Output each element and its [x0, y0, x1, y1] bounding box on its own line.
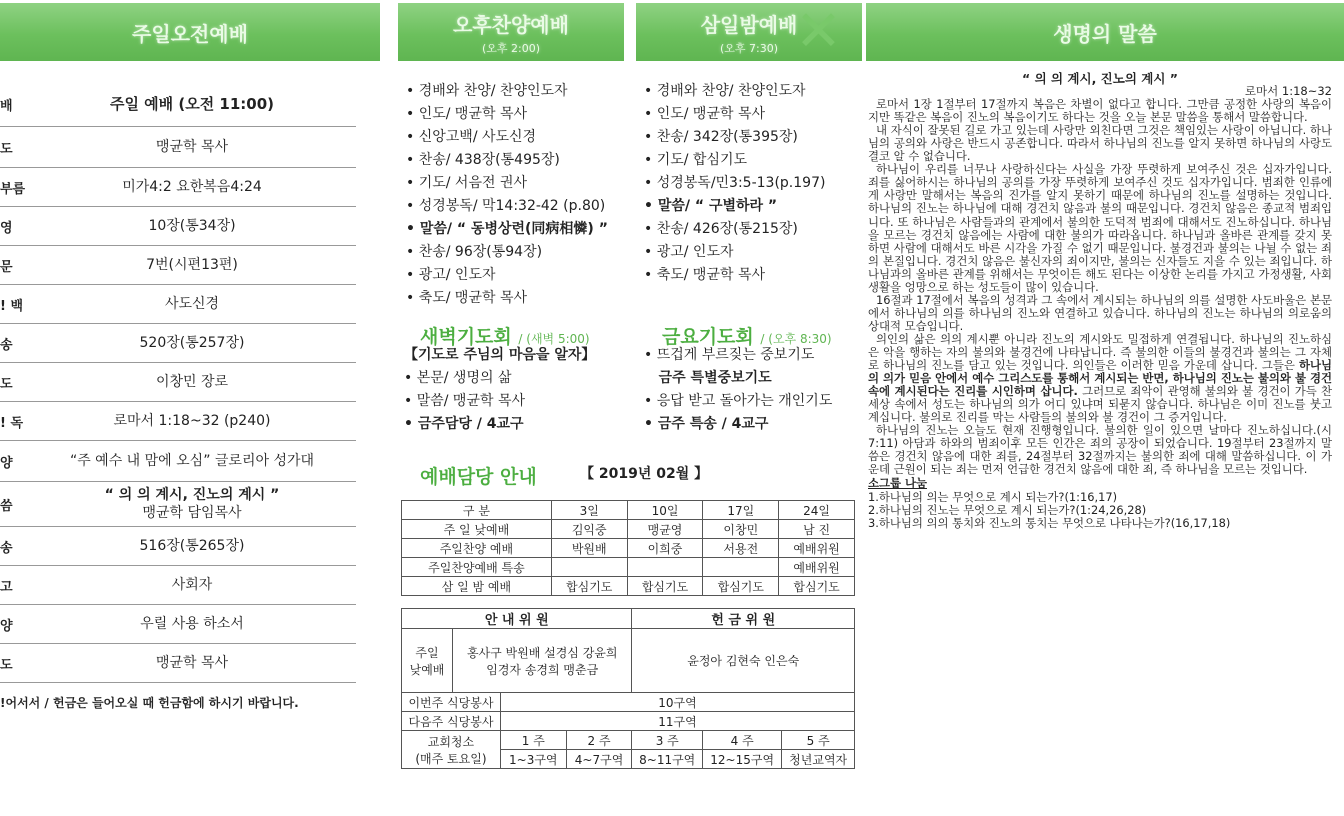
worship-order	[0, 82, 356, 683]
list-item: • 축도/ 맹균학 목사	[644, 267, 766, 283]
order-row: 송 520장(통257장)	[0, 324, 356, 363]
order-row: ! 독 로마서 1:18~32 (p240)	[0, 402, 356, 441]
header-title: 오후찬양예배	[453, 12, 569, 37]
order-row: 송 516장(통265장)	[0, 527, 356, 566]
header-title: 주일오전예배	[132, 21, 248, 46]
header-sunday-morning	[0, 3, 380, 61]
table-row: 삼 일 밤 예배 합심기도 합심기도 합심기도 합심기도	[402, 577, 855, 596]
list-item: • 말씀/ “ 구별하라 ”	[644, 198, 778, 214]
paragraph: 16절과 17절에서 복음의 성격과 그 속에서 계시되는 하나님의 의를 설명한 사도바울은 본문에서 하나님의 의를 하나님의 진노와 연결하고 있습니다. 하나님의 진노는 하나님의 의로움의 상대적 모습입니다.	[868, 292, 1332, 333]
list-item: 금주 특별중보기도	[658, 370, 772, 386]
sermon-title: “ 의 의 계시, 진노의 계시 ”	[1022, 71, 1178, 86]
list-item: • 응답 받고 돌아가는 개인기도	[644, 393, 833, 409]
list-item: • 경배와 찬양/ 찬양인도자	[644, 83, 806, 99]
duty-month: 【 2019년 02월 】	[580, 466, 709, 482]
offering-notice: !어서서 / 헌금은 들어오실 때 헌금함에 하시기 바랍니다.	[0, 696, 299, 710]
dawn-prayer-title: 새벽기도회 / (새벽 5:00)	[420, 326, 590, 348]
list-item: • 본문/ 생명의 삶	[404, 370, 512, 386]
list-item: • 기도/ 서음전 권사	[406, 175, 528, 191]
sermon-text	[868, 72, 1332, 530]
list-item: • 찬송/ 96장(통94장)	[406, 244, 543, 260]
duty-title: 예배담당 안내	[420, 466, 537, 488]
paragraph: 로마서 1장 1절부터 17절까지 복음은 차별이 없다고 합니다. 그만큼 공정한 사랑의 복음이지만 똑같은 복음이 진노의 복음이기도 하다는 것을 오늘 본문 말씀을 통해서 말씀합니다.	[868, 97, 1332, 125]
question: 2.하나님의 진노는 무엇으로 계시 되는가?(1:24,26,28)	[868, 502, 1147, 517]
order-row: ! 백 사도신경	[0, 285, 356, 324]
order-row: 도 이창민 장로	[0, 363, 356, 402]
header-time: (오후 7:30)	[719, 41, 779, 55]
friday-prayer-list	[644, 344, 832, 436]
order-row: 부름 미가4:2 요한복음4:24	[0, 168, 356, 207]
header-title: 삼일밤예배	[700, 12, 798, 37]
header-title: 생명의 말씀	[1053, 21, 1157, 46]
table-row: 구 분 3일 10일 17일 24일	[402, 501, 855, 520]
order-row: 도 맹균학 목사	[0, 644, 356, 683]
list-item: • 찬송/ 438장(통495장)	[406, 152, 560, 168]
order-row: 양 “주 예수 내 맘에 오심” 글로리아 성가대	[0, 441, 356, 482]
table-row: 주일찬양 예배 박원배 이희중 서용전 예배위원	[402, 539, 855, 558]
table-row: 교회청소 (매주 토요일) 1 주 2 주 3 주 4 주 5 주	[402, 731, 855, 750]
list-item: • 금주 특송 / 4교구	[644, 416, 769, 432]
order-row: 문 7번(시편13편)	[0, 246, 356, 285]
list-item: • 광고/ 인도자	[406, 267, 496, 283]
table-row: 주일 낮예배 홍사구 박원배 설경심 강윤희 임경자 송경희 맹춘금 윤정아 김현숙 인은숙	[402, 629, 855, 693]
order-row: 영 10장(통34장)	[0, 207, 356, 246]
list-item: • 광고/ 인도자	[644, 244, 734, 260]
order-row: 씀 “ 의 의 계시, 진노의 계시 ” 맹균학 담임목사	[0, 482, 356, 527]
dawn-prayer-list	[404, 344, 595, 436]
list-item: • 인도/ 맹균학 목사	[644, 106, 766, 122]
wednesday-order-list	[644, 80, 825, 287]
question: 3.하나님의 의의 통치와 진노의 통치는 무엇으로 나타나는가?(16,17,18)	[868, 515, 1231, 530]
table-row: 주 일 낮예배 김익중 맹균영 이창민 남 진	[402, 520, 855, 539]
committee-table	[401, 608, 855, 769]
small-group-title: 소그룹 나눔	[868, 476, 927, 491]
list-item: • 말씀/ 맹균학 목사	[404, 393, 526, 409]
header-time: (오후 2:00)	[481, 41, 541, 55]
table-row: 1~3구역 4~7구역 8~11구역 12~15구역 청년교역자	[402, 750, 855, 769]
list-item: • 성경봉독/민3:5-13(p.197)	[644, 175, 826, 191]
list-item: • 말씀/ “ 동병상련(同病相憐) ”	[406, 221, 608, 237]
paragraph: 하나님이 우리를 너무나 사랑하신다는 사실을 가장 뚜렷하게 보여주신 것은 십자가입니다. 죄를 싫어하시는 하나님의 공의를 가장 뚜렷하게 보여주신 것도 십자가입니다. 범죄한 인류에게 사랑만 말해서는 복음의 진가를 알지 못하기 때문에 하나님의 진노를 설명하는 것입니다. 하나님의 진노는 하나님에 대해 경건치 않음과 불의 때문입니다. 경건치 않음은 종교적 범죄입니다. 또 하나님은 사람들과의 관계에서 불의한 도덕적 범죄에 대해서도 진노하십니다. 하나님을 모르는 경건치 않음에는 사람에 대한 불의가 따라옵니다. 하나님과 올바른 관계를 갖지 못하면 사람에 대해서도 바른 시각을 가질 수 없기 때문입니다. 불경건과 불의는 나뉠 수 없는 죄의 본질입니다. 경건치 않음은 불신자의 죄이지만, 불의는 신자들도 지을 수 있는 죄입니다. 하나님과의 올바른 관계를 위해서는 무엇이든 해도 된다는 이상한 논리를 가지고 가정생활, 사회생활을 엉망으로 하는 성도들이 많이 있습니다.	[868, 162, 1332, 294]
list-item: • 뜨겁게 부르짖는 중보기도	[644, 347, 815, 363]
list-item: • 찬송/ 426장(통215장)	[644, 221, 798, 237]
list-item: • 기도/ 합심기도	[644, 152, 748, 168]
order-row: 도 맹균학 목사	[0, 127, 356, 168]
list-item: • 인도/ 맹균학 목사	[406, 106, 528, 122]
paragraph: 의인의 삶은 의의 계시뿐 아니라 진노의 계시와도 밀접하게 연결됩니다. 하나님의 진노하심은 악을 행하는 자의 불의와 불경건에 나타납니다. 즉 불의한 이들의 불경건과 불의는 그 자체로 하나님의 진노를 담고 있는 것입니다. 의인들은 이러한 믿음 가운데 삽니다. 그들은 하나님의 의가 믿음 안에서 예수 그리스도를 통해서 계시되는 반면, 하나님의 진노는 불의와 불 경건 속에 계시된다는 진리를 시인하며 삽니다. 그러므로 죄악이 관영해 불의와 불 경건이 가득 찬 세상 속에서 성도는 하나님의 의가 어디 있냐며 되묻지 않습니다. 하나님은 이미 진노를 붓고 계십니다. 불의로 진리를 막는 사람들의 불의와 불 경건이 그 증거입니다.	[868, 331, 1332, 425]
list-item: • 성경봉독/ 막14:32-42 (p.80)	[406, 198, 606, 214]
duty-table	[401, 500, 855, 596]
cross-decoration-icon: ✕	[795, 0, 842, 64]
header-afternoon	[398, 3, 624, 61]
dawn-subtitle: 【기도로 주님의 마음을 알자】	[404, 347, 596, 363]
paragraph: 내 자식이 잘못된 길로 가고 있는데 사랑만 외친다면 그것은 책임있는 사랑이 아닙니다. 하나님의 공의와 사랑은 반드시 공존합니다. 따라서 하나님의 진노를 알지 못하면 하나님의 사랑도 결코 알 수 없습니다.	[868, 123, 1332, 164]
header-word-of-life	[866, 3, 1344, 61]
afternoon-order-list	[406, 80, 608, 310]
table-row: 주일찬양예배 특송 예배위원	[402, 558, 855, 577]
sermon-reference: 로마서 1:18~32	[1244, 84, 1332, 99]
table-row: 다음주 식당봉사 11구역	[402, 712, 855, 731]
table-row: 안 내 위 원 헌 금 위 원	[402, 609, 855, 629]
paragraph: 하나님의 진노는 오늘도 현재 진행형입니다. 불의한 일이 있으면 날마다 진노하십니다.(시7:11) 아담과 하와의 범죄이후 모든 인간은 죄의 공장이 되었습니다. 19절부터 23절까지 말씀은 경건치 않음에 대한 죄를, 24절부터 32절까지는 불의한 죄에 대해 말씀하십니다. 이 가운데 근원이 되는 죄는 먼저 언급한 경건치 않음에 대한 죄, 즉 하나님을 모르는 것입니다.	[868, 423, 1332, 477]
order-row: 배 주일 예배 (오전 11:00)	[0, 82, 356, 127]
list-item: • 경배와 찬양/ 찬양인도자	[406, 83, 568, 99]
table-row: 이번주 식당봉사 10구역	[402, 693, 855, 712]
question: 1.하나님의 의는 무엇으로 계시 되는가?(1:16,17)	[868, 489, 1118, 504]
order-row: 고 사회자	[0, 566, 356, 605]
list-item: • 축도/ 맹균학 목사	[406, 290, 528, 306]
friday-prayer-title: 금요기도회 / (오후 8:30)	[662, 326, 832, 348]
list-item: • 신앙고백/ 사도신경	[406, 129, 537, 145]
list-item: • 찬송/ 342장(통395장)	[644, 129, 798, 145]
list-item: • 금주담당 / 4교구	[404, 416, 524, 432]
order-row: 양 우릴 사용 하소서	[0, 605, 356, 644]
